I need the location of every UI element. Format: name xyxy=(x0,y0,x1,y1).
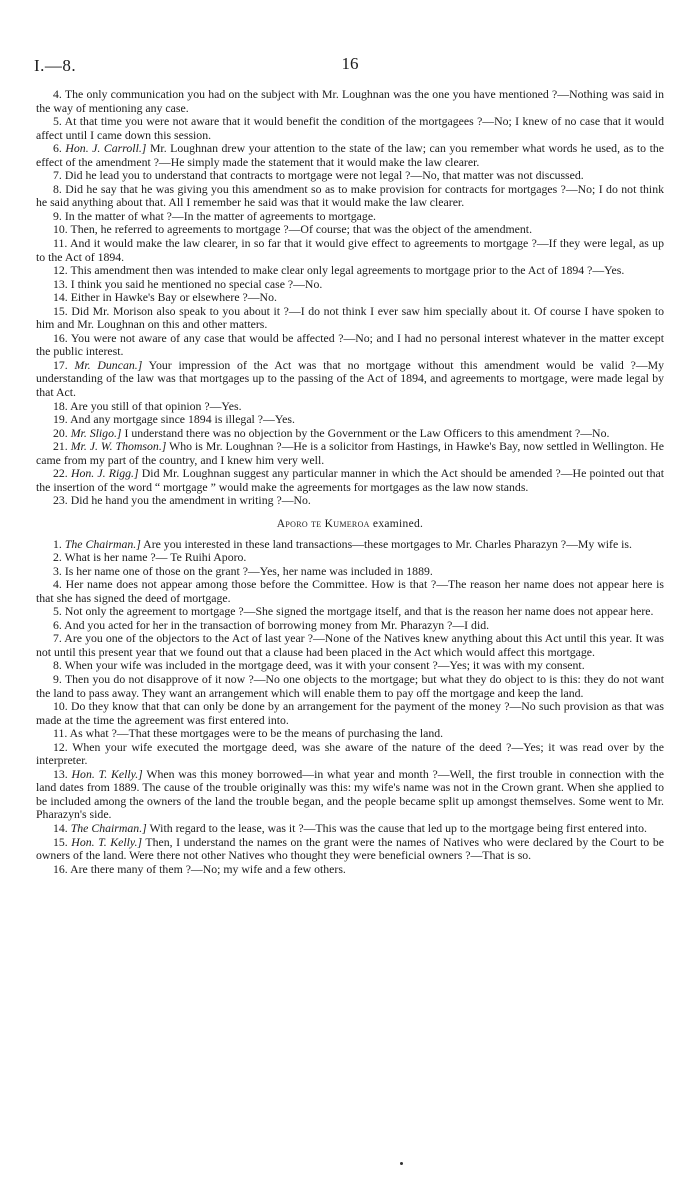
speaker-attribution: The Chairman.] xyxy=(64,536,141,551)
question-text: Then, he referred to agreements to mortgage ?—Of course; that was the object of the amendment. xyxy=(70,222,533,237)
question-paragraph xyxy=(36,605,664,619)
question-text: Mr. Loughnan drew your attention to the state of the law; can you remember what words he used, as to the effect of the amendment ?—He simply made the statement that it would make the law clearer. xyxy=(36,141,665,169)
speaker-attribution: The Chairman.] xyxy=(70,820,147,835)
question-paragraph xyxy=(36,115,664,142)
question-paragraph xyxy=(36,210,664,224)
question-text: Did Mr. Morison also speak to you about it ?—I do not think I ever saw him specially about it. Of course I have spoken to him and Mr. Loughnan on this and other matters. xyxy=(36,303,664,332)
question-number: 12. xyxy=(53,263,68,278)
question-number: 5. xyxy=(53,604,62,619)
question-paragraph xyxy=(36,223,664,237)
question-text: In the matter of what ?—In the matter of agreements to mortgage. xyxy=(64,208,377,223)
question-text: Are you still of that opinion ?—Yes. xyxy=(70,398,242,413)
speaker-attribution: Hon. J. Rigg.] xyxy=(70,466,139,481)
question-number: 23. xyxy=(53,493,68,508)
question-text: Not only the agreement to mortgage ?—She signed the mortgage itself, and that is the reason her name does not appear here. xyxy=(64,604,654,619)
question-number: 7. xyxy=(53,168,62,183)
question-paragraph xyxy=(36,727,664,741)
question-paragraph xyxy=(36,467,664,494)
question-text: Do they know that that can only be done by an arrangement for the payment of the money ?—No such provision as that was made at the time the agreement was first entered into. xyxy=(36,699,664,727)
question-text: Are you one of the objectors to the Act of last year ?—None of the Natives knew anything about this Act until this year. It was not until this present year that we found out that a clause had been placed in the Act which would affect this mortgage. xyxy=(36,631,664,659)
question-text: Either in Hawke's Bay or elsewhere ?—No. xyxy=(70,290,277,305)
question-text: As what ?—That these mortgages were to be the means of purchasing the land. xyxy=(69,726,444,741)
question-paragraph xyxy=(36,741,664,768)
question-number: 12. xyxy=(53,739,68,754)
question-paragraph xyxy=(36,632,664,659)
page-number: 16 xyxy=(341,54,359,73)
question-number: 10. xyxy=(53,222,68,237)
question-paragraph xyxy=(36,700,664,727)
page-mark xyxy=(400,1162,403,1165)
witness-name: Aporo te Kumeroa xyxy=(276,517,370,530)
question-text: With regard to the lease, was it ?—This was the cause that led up to the mortgage being first entered into. xyxy=(149,820,647,835)
question-number: 8. xyxy=(53,181,62,196)
question-number: 3. xyxy=(53,563,62,578)
question-text: Did he say that he was giving you this amendment so as to make provision for contracts for mortgages ?—No; I do not think he said anything about that. All I remember he said was that it would make the law clearer. xyxy=(36,181,665,210)
question-number: 20. xyxy=(53,425,68,440)
question-paragraph xyxy=(36,836,664,863)
question-paragraph xyxy=(36,494,664,508)
question-text: At that time you were not aware that it would benefit the condition of the mortgagees ?—No; I knew of no case that it would affect until I came down this session. xyxy=(36,114,664,142)
document-reference: I.—8. xyxy=(34,56,77,75)
question-number: 4. xyxy=(53,87,62,101)
question-paragraph xyxy=(36,659,664,673)
question-text: And you acted for her in the transaction of borrowing money from Mr. Pharazyn ?—I did. xyxy=(64,617,490,632)
question-number: 2. xyxy=(53,550,62,565)
question-paragraph xyxy=(36,673,664,700)
question-text: Is her name one of those on the grant ?—Yes, her name was included in 1889. xyxy=(64,563,433,578)
question-number: 18. xyxy=(53,398,68,413)
question-paragraph xyxy=(36,413,664,427)
question-paragraph xyxy=(36,359,664,400)
question-text: Her name does not appear among those before the Committee. How is that ?—The reason her name does not appear here is that she has signed the deed of mortgage. xyxy=(36,577,665,605)
question-paragraph xyxy=(36,619,664,633)
question-text: And it would make the law clearer, in so far that it would give effect to agreements to mortgage ?—If they were legal, as up to the Act of 1894. xyxy=(36,236,664,264)
question-number: 16. xyxy=(53,330,68,345)
question-number: 13. xyxy=(53,276,68,291)
question-text: Are you interested in these land transactions—these mortgages to Mr. Charles Pharazyn ?—My wife is. xyxy=(143,536,632,551)
question-text: I think you said he mentioned no special case ?—No. xyxy=(70,276,323,291)
question-paragraph xyxy=(36,551,664,565)
question-paragraph xyxy=(36,768,664,822)
witness-status: examined. xyxy=(372,517,424,530)
question-number: 6. xyxy=(53,141,62,156)
question-paragraph xyxy=(36,264,664,278)
question-number: 13. xyxy=(53,766,68,781)
question-paragraph xyxy=(36,400,664,414)
question-paragraph xyxy=(36,237,664,264)
question-text: This amendment then was intended to make clear only legal agreements to mortgage prior to the Act of 1894 ?—Yes. xyxy=(70,263,625,278)
question-text: When was this money borrowed—in what year and month ?—Well, the first trouble in connection with the land dates from 1889. The cause of the trouble originally was this: my wife's name was not in the Crown grant. When she applied to be included among the owners of the land the trouble began, and the people became split up amongst themselves. Some went to Mr. Pharazyn's side. xyxy=(36,766,664,822)
question-text: Did he hand you the amendment in writing ?—No. xyxy=(70,493,311,508)
question-paragraph xyxy=(36,538,664,552)
question-number: 6. xyxy=(53,617,62,632)
question-text: You were not aware of any case that would be affected ?—No; and I had no personal interest whatever in the matter except the public interest. xyxy=(36,330,664,359)
testimony-part-2 xyxy=(36,538,664,877)
testimony-part-1 xyxy=(36,88,664,508)
question-number: 5. xyxy=(53,114,62,129)
question-number: 4. xyxy=(53,577,62,592)
speaker-attribution: Hon. T. Kelly.] xyxy=(71,834,143,849)
question-paragraph xyxy=(36,863,664,877)
speaker-attribution: Mr. Duncan.] xyxy=(74,357,143,372)
question-paragraph xyxy=(36,88,664,115)
question-text: And any mortgage since 1894 is illegal ?—Yes. xyxy=(70,412,295,427)
question-text: Did he lead you to understand that contracts to mortgage were not legal ?—No, that matter was not discussed. xyxy=(64,168,584,183)
question-paragraph xyxy=(36,822,664,836)
section-heading xyxy=(36,518,664,532)
question-number: 14. xyxy=(53,290,68,305)
question-number: 11. xyxy=(53,726,68,741)
document-body xyxy=(36,88,664,876)
question-number: 21. xyxy=(53,439,68,454)
question-text: When your wife executed the mortgage deed, was she aware of the nature of the deed ?—Yes; it was read over by the interpreter. xyxy=(36,739,664,768)
speaker-attribution: Mr. J. W. Thomson.] xyxy=(70,439,167,454)
question-number: 15. xyxy=(53,834,68,849)
question-paragraph xyxy=(36,291,664,305)
question-number: 17. xyxy=(53,357,68,372)
question-text: Then you do not disapprove of it now ?—No one objects to the mortgage; but what they do object to is this: they do not want the land to pass away. They want an arrangement which will enable them to pay off the mortgage and keep the land. xyxy=(36,671,664,700)
question-text: I understand there was no objection by the Government or the Law Officers to this amendment ?—No. xyxy=(124,425,610,440)
question-number: 14. xyxy=(53,820,68,835)
question-text: Then, I understand the names on the grant were the names of Natives who were declared by the Court to be owners of the land. Were there not other Natives who thought they were beneficial owners ?—That is so. xyxy=(36,834,664,863)
question-number: 9. xyxy=(53,671,62,686)
question-paragraph xyxy=(36,332,664,359)
question-paragraph xyxy=(36,305,664,332)
question-text: When your wife was included in the mortgage deed, was it with your consent ?—Yes; it was with my consent. xyxy=(64,658,585,673)
question-number: 10. xyxy=(53,699,68,714)
question-number: 11. xyxy=(53,236,68,251)
speaker-attribution: Hon. J. Carroll.] xyxy=(65,141,147,156)
question-text: Your impression of the Act was that no mortgage without this amendment would be valid ?—My understanding of the law was that mortgages up to the passing of the Act of 1894, and agreements to mortgage, were made legal by that Act. xyxy=(36,357,665,400)
question-paragraph xyxy=(36,578,664,605)
question-paragraph xyxy=(36,169,664,183)
question-paragraph xyxy=(36,142,664,169)
question-text: Who is Mr. Loughnan ?—He is a solicitor from Hastings, in Hawke's Bay, now settled in Wellington. He came from my part of the country, and I knew him very well. xyxy=(36,439,664,467)
question-number: 9. xyxy=(53,208,62,223)
question-number: 16. xyxy=(53,861,68,876)
question-number: 22. xyxy=(53,466,68,481)
question-text: Did Mr. Loughnan suggest any particular manner in which the Act should be amended ?—He pointed out that the insertion of the word “ mortgage ” would make the agreements for mortgages as the law now stands. xyxy=(36,466,664,494)
question-text: The only communication you had on the subject with Mr. Loughnan was the one you have mentioned ?—Nothing was said in the way of mentioning any case. xyxy=(36,87,664,115)
question-number: 19. xyxy=(53,412,68,427)
speaker-attribution: Mr. Sligo.] xyxy=(70,425,122,440)
question-paragraph xyxy=(36,278,664,292)
question-number: 15. xyxy=(53,303,68,318)
question-paragraph xyxy=(36,183,664,210)
speaker-attribution: Hon. T. Kelly.] xyxy=(71,766,143,781)
question-number: 1. xyxy=(53,536,62,551)
question-text: What is her name ?— Te Ruihi Aporo. xyxy=(64,550,247,565)
question-paragraph xyxy=(36,427,664,441)
question-number: 7. xyxy=(53,631,62,646)
question-paragraph xyxy=(36,565,664,579)
question-paragraph xyxy=(36,440,664,467)
question-text: Are there many of them ?—No; my wife and a few others. xyxy=(70,861,346,876)
question-number: 8. xyxy=(53,658,62,673)
